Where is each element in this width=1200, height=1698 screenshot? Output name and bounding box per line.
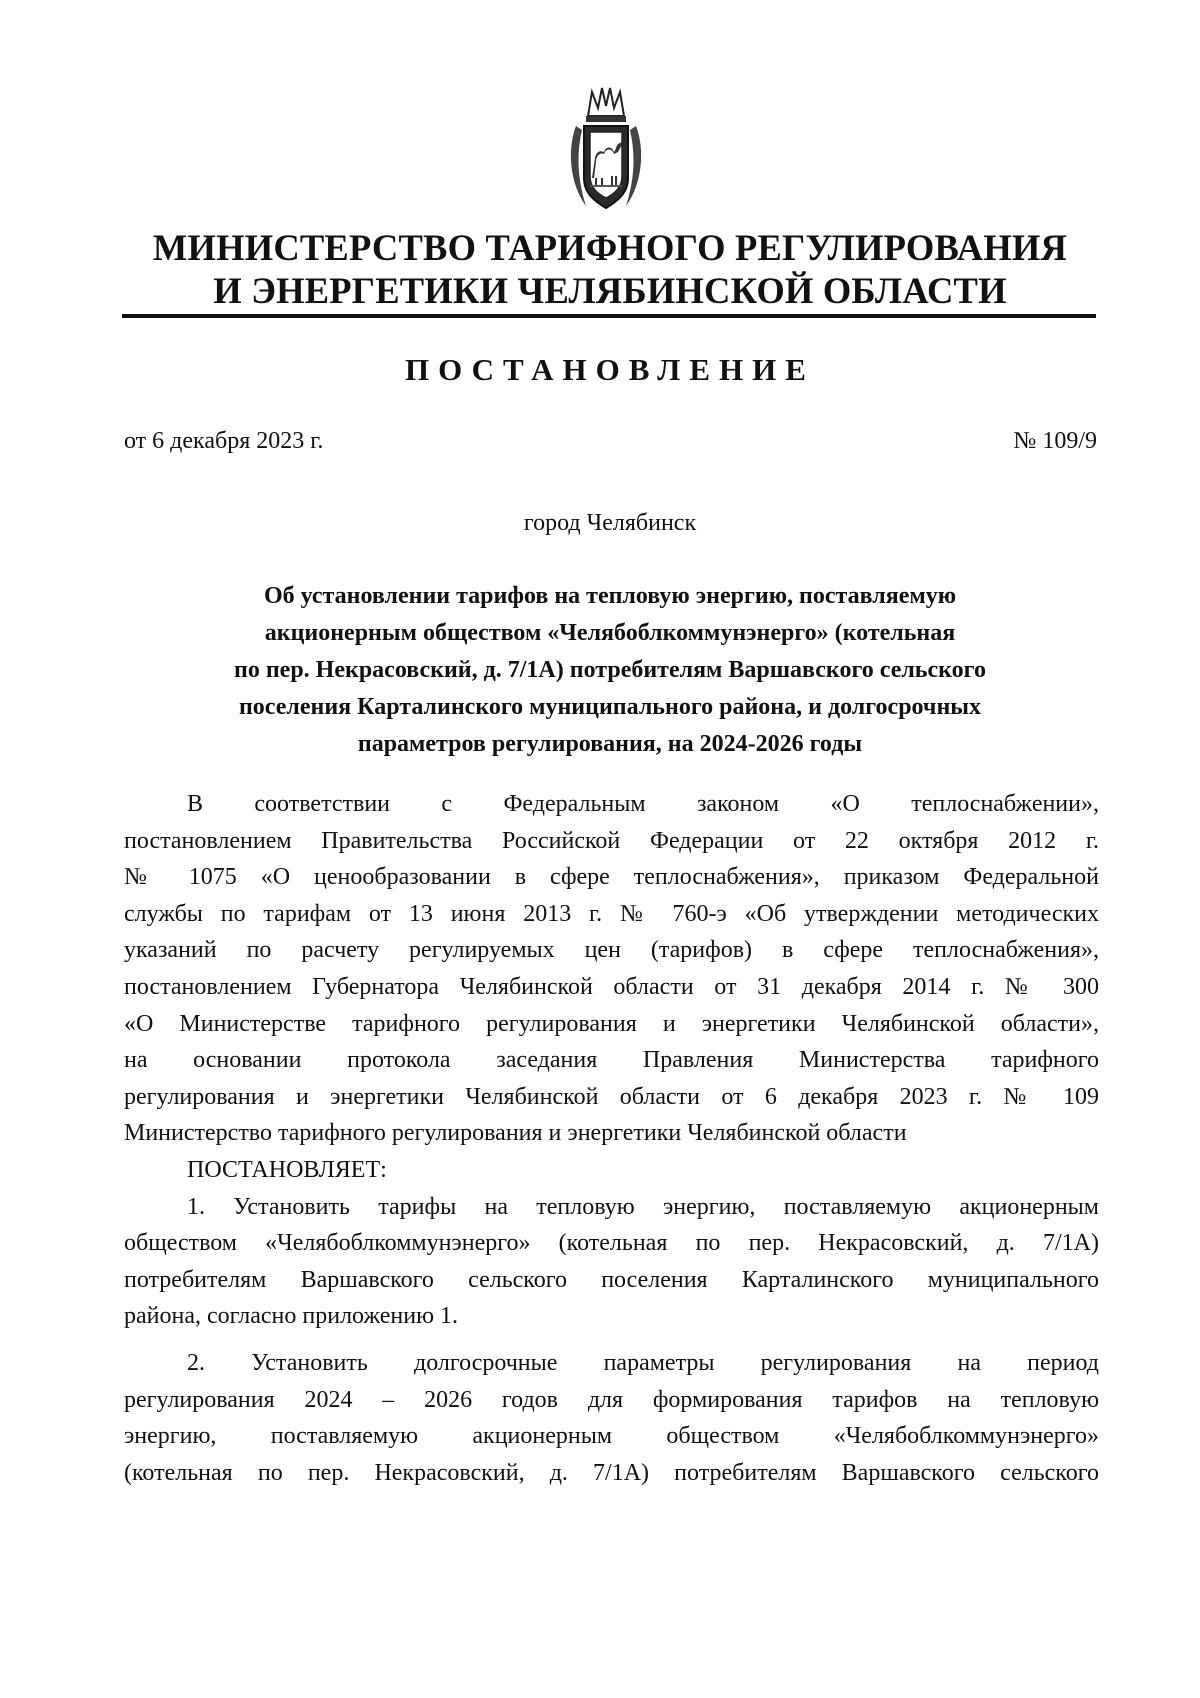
header-divider	[122, 314, 1096, 318]
item-2-line: (котельная по пер. Некрасовский, д. 7/1А) потребителям Варшавского сельского	[124, 1459, 1099, 1486]
preamble-line: № 1075 «О ценообразовании в сфере теплоснабжения», приказом Федеральной	[124, 864, 1099, 891]
preamble-line: на основании протокола заседания Правления Министерства тарифного	[124, 1047, 1099, 1074]
item-1-line: обществом «Челябоблкоммунэнерго» (котельная по пер. Некрасовский, д. 7/1А)	[124, 1230, 1099, 1257]
subject-line: поселения Карталинского муниципального района, и долгосрочных	[238, 694, 982, 720]
document-body	[124, 786, 1099, 1491]
document-number: № 109/9	[1013, 428, 1097, 454]
preamble-line: Министерство тарифного регулирования и энергетики Челябинской области	[124, 1120, 907, 1147]
ministry-name	[120, 226, 1100, 312]
preamble-line: «О Министерстве тарифного регулирования и энергетики Челябинской области»,	[124, 1010, 1099, 1037]
document-date: от 6 декабря 2023 г.	[124, 428, 324, 454]
ministry-name-line: МИНИСТЕРСТВО ТАРИФНОГО РЕГУЛИРОВАНИЯ	[152, 227, 1068, 268]
subject-line: акционерным обществом «Челябоблкоммунэнерго» (котельная	[264, 620, 956, 646]
chelyabinsk-coat-of-arms-icon	[566, 86, 646, 216]
subject-line: параметров регулирования, на 2024-2026 годы	[357, 731, 863, 757]
item-2-line: энергию, поставляемую акционерным обществом «Челябоблкоммунэнерго»	[124, 1423, 1099, 1450]
item-1-line: района, согласно приложению 1.	[124, 1303, 458, 1330]
paragraph-gap	[124, 1335, 1099, 1345]
item-2-line: регулирования 2024 – 2026 годов для формирования тарифов на тепловую	[124, 1386, 1099, 1413]
subject-line: по пер. Некрасовский, д. 7/1А) потребителям Варшавского сельского	[234, 657, 986, 683]
decree-word: ПОСТАНОВЛЯЕТ:	[187, 1156, 387, 1183]
item-1-line: потребителям Варшавского сельского поселения Карталинского муниципального	[124, 1266, 1099, 1293]
document-city: город Челябинск	[523, 510, 697, 536]
preamble-line: регулирования и энергетики Челябинской области от 6 декабря 2023 г. № 109	[124, 1083, 1099, 1110]
item-2-line: 2. Установить долгосрочные параметры регулирования на период	[187, 1349, 1099, 1376]
preamble-line: службы по тарифам от 13 июня 2013 г. № 760-э «Об утверждении методических	[124, 900, 1099, 927]
subject-line: Об установлении тарифов на тепловую энергию, поставляемую	[263, 583, 957, 609]
preamble-line: постановлением Правительства Российской Федерации от 22 октября 2012 г.	[124, 827, 1099, 854]
ministry-name-line: И ЭНЕРГЕТИКИ ЧЕЛЯБИНСКОЙ ОБЛАСТИ	[213, 270, 1007, 311]
preamble-line: указаний по расчету регулируемых цен (тарифов) в сфере теплоснабжения»,	[124, 937, 1099, 964]
preamble-line: В соответствии с Федеральным законом «О теплоснабжении»,	[187, 791, 1099, 817]
preamble-line: постановлением Губернатора Челябинской области от 31 декабря 2014 г. № 300	[124, 973, 1099, 1000]
document-subject	[160, 578, 1060, 763]
document-type: ПОСТАНОВЛЕНИЕ	[405, 352, 815, 387]
item-1-line: 1. Установить тарифы на тепловую энергию, поставляемую акционерным	[187, 1193, 1099, 1220]
